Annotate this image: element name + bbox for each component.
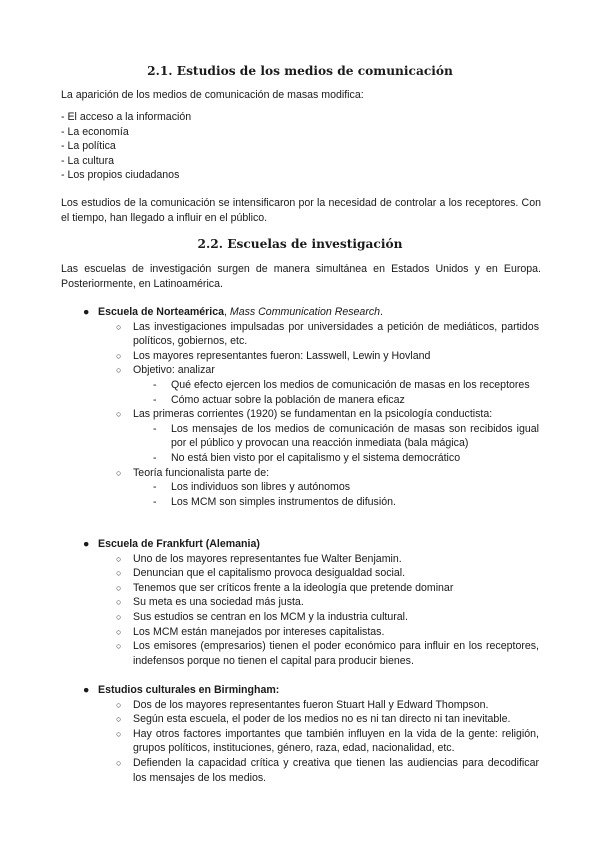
circle-bullet-icon: ○ (116, 728, 122, 739)
item-text: Hay otros factores importantes que también influyen en la vida de la gente: religión, grupos políticos, instituciones, género, raza, edad, nacionalidad, etc. (133, 727, 539, 755)
circle-bullet-icon: ○ (116, 626, 122, 637)
dash-bullet-icon: - (153, 393, 157, 406)
item-text: Qué efecto ejercen los medios de comunicación de masas en los receptores (171, 378, 530, 391)
sub-list-item (61, 480, 539, 495)
circle-bullet-icon: ○ (116, 568, 122, 579)
circle-bullet-icon: ○ (116, 582, 122, 593)
title-end: . (380, 306, 383, 318)
item-text: Teoría funcionalista parte de: (133, 466, 270, 479)
item-text: Tenemos que ser críticos frente a la ideología que pretende dominar (133, 581, 454, 594)
intro-paragraph: La aparición de los medios de comunicación de masas modifica: (61, 89, 364, 101)
sub-list-item (61, 451, 539, 466)
circle-bullet-icon: ○ (116, 553, 122, 564)
school-title: Escuela de Norteamérica (98, 306, 225, 318)
list-item: - La política (61, 140, 116, 153)
list-item: - La economía (61, 125, 129, 138)
dash-bullet-icon: - (153, 378, 157, 391)
list-item (61, 407, 539, 422)
school-title: Estudios culturales en Birmingham: (98, 684, 280, 696)
school-birmingham (61, 683, 539, 785)
item-text: Denuncian que el capitalismo provoca desigualdad social. (133, 567, 406, 580)
bullet-icon: ● (83, 684, 90, 696)
school-title: Escuela de Frankfurt (Alemania) (98, 538, 260, 550)
item-text: Defienden la capacidad crítica y creativa que tienen las audiencias para decodificar los mensajes de los medios. (133, 756, 539, 784)
item-text: Los mensajes de los medios de comunicación de masas son recibidos igual por el público y provocan una reacción inmediata (bala mágica) (171, 422, 539, 450)
sub-list-item (61, 495, 539, 510)
list-item (61, 466, 539, 481)
item-text: Cómo actuar sobre la población de manera eficaz (171, 393, 405, 406)
list-item (61, 625, 539, 640)
list-item (61, 698, 539, 713)
circle-bullet-icon: ○ (116, 641, 122, 652)
list-item: - Los propios ciudadanos (61, 169, 180, 182)
sub-list-item (61, 422, 539, 451)
item-text: Sus estudios se centran en los MCM y la industria cultural. (133, 610, 408, 623)
bullet-icon: ● (83, 306, 90, 318)
circle-bullet-icon: ○ (116, 699, 122, 710)
list-item (61, 349, 539, 364)
sub-list-item (61, 393, 539, 408)
title-separator: , (224, 306, 230, 318)
circle-bullet-icon: ○ (116, 350, 122, 361)
list-item: - El acceso a la información (61, 111, 192, 123)
list-item (61, 320, 539, 349)
list-item (61, 639, 539, 668)
bullet-icon: ● (83, 538, 90, 550)
list-item (61, 537, 539, 552)
list-item (61, 566, 539, 581)
schools-intro-paragraph: Las escuelas de investigación surgen de manera simultánea en Estados Unidos y en Europa. Posteriormente, en Latinoamérica. (61, 263, 541, 290)
list-item: - La cultura (61, 154, 114, 167)
item-text: Los mayores representantes fueron: Lasswell, Lewin y Hovland (133, 349, 431, 362)
item-text: Los emisores (empresarios) tienen el poder económico para influir en los receptores, indefensos porque no tienen el capital para producir bienes. (133, 640, 539, 667)
item-text: Dos de los mayores representantes fueron Stuart Hall y Edward Thompson. (133, 698, 489, 711)
list-item (61, 595, 539, 610)
item-text: Objetivo: analizar (133, 364, 215, 377)
item-text: Su meta es una sociedad más justa. (133, 596, 304, 609)
school-norteamerica (61, 305, 539, 509)
item-text: Los MCM están manejados por intereses capitalistas. (133, 625, 385, 638)
item-text: Las primeras corrientes (1920) se fundamentan en la psicología conductista: (133, 408, 493, 421)
dash-bullet-icon: - (153, 422, 157, 435)
circle-bullet-icon: ○ (116, 757, 122, 768)
section-heading-1: 2.1. Estudios de los medios de comunicación (147, 64, 453, 78)
circle-bullet-icon: ○ (116, 611, 122, 622)
item-text: No está bien visto por el capitalismo y el sistema democrático (171, 451, 461, 464)
circle-bullet-icon: ○ (116, 467, 122, 478)
section-heading-2: 2.2. Escuelas de investigación (197, 237, 403, 251)
item-text: Según esta escuela, el poder de los medios no es ni tan directo ni tan inevitable. (133, 713, 511, 726)
list-item (61, 727, 539, 756)
school-frankfurt (61, 537, 539, 668)
list-item (61, 610, 539, 625)
dash-bullet-icon: - (153, 495, 157, 508)
item-text: Las investigaciones impulsadas por universidades a petición de mediáticos, partidos políticos, gobiernos, etc. (133, 320, 539, 348)
dash-bullet-icon: - (153, 451, 157, 464)
list-item (61, 712, 539, 727)
school-subtitle: Mass Communication Research (229, 306, 381, 318)
media-effects-list (61, 110, 539, 183)
item-text: Los individuos son libres y autónomos (171, 481, 351, 494)
circle-bullet-icon: ○ (116, 597, 122, 608)
body-paragraph: Los estudios de la comunicación se intensificaron por la necesidad de controlar a los receptores. Con el tiempo, han llegado a influir en el público. (61, 197, 541, 224)
list-item (61, 756, 539, 785)
list-item (61, 581, 539, 596)
list-item (61, 305, 539, 320)
item-text: Los MCM son simples instrumentos de difusión. (171, 495, 396, 508)
circle-bullet-icon: ○ (116, 409, 122, 420)
list-item (61, 683, 539, 698)
list-item (61, 363, 539, 378)
item-text: Uno de los mayores representantes fue Walter Benjamin. (133, 552, 402, 565)
circle-bullet-icon: ○ (116, 321, 122, 332)
sub-list-item (61, 378, 539, 393)
circle-bullet-icon: ○ (116, 714, 122, 725)
list-item (61, 552, 539, 567)
dash-bullet-icon: - (153, 481, 157, 494)
circle-bullet-icon: ○ (116, 365, 122, 376)
